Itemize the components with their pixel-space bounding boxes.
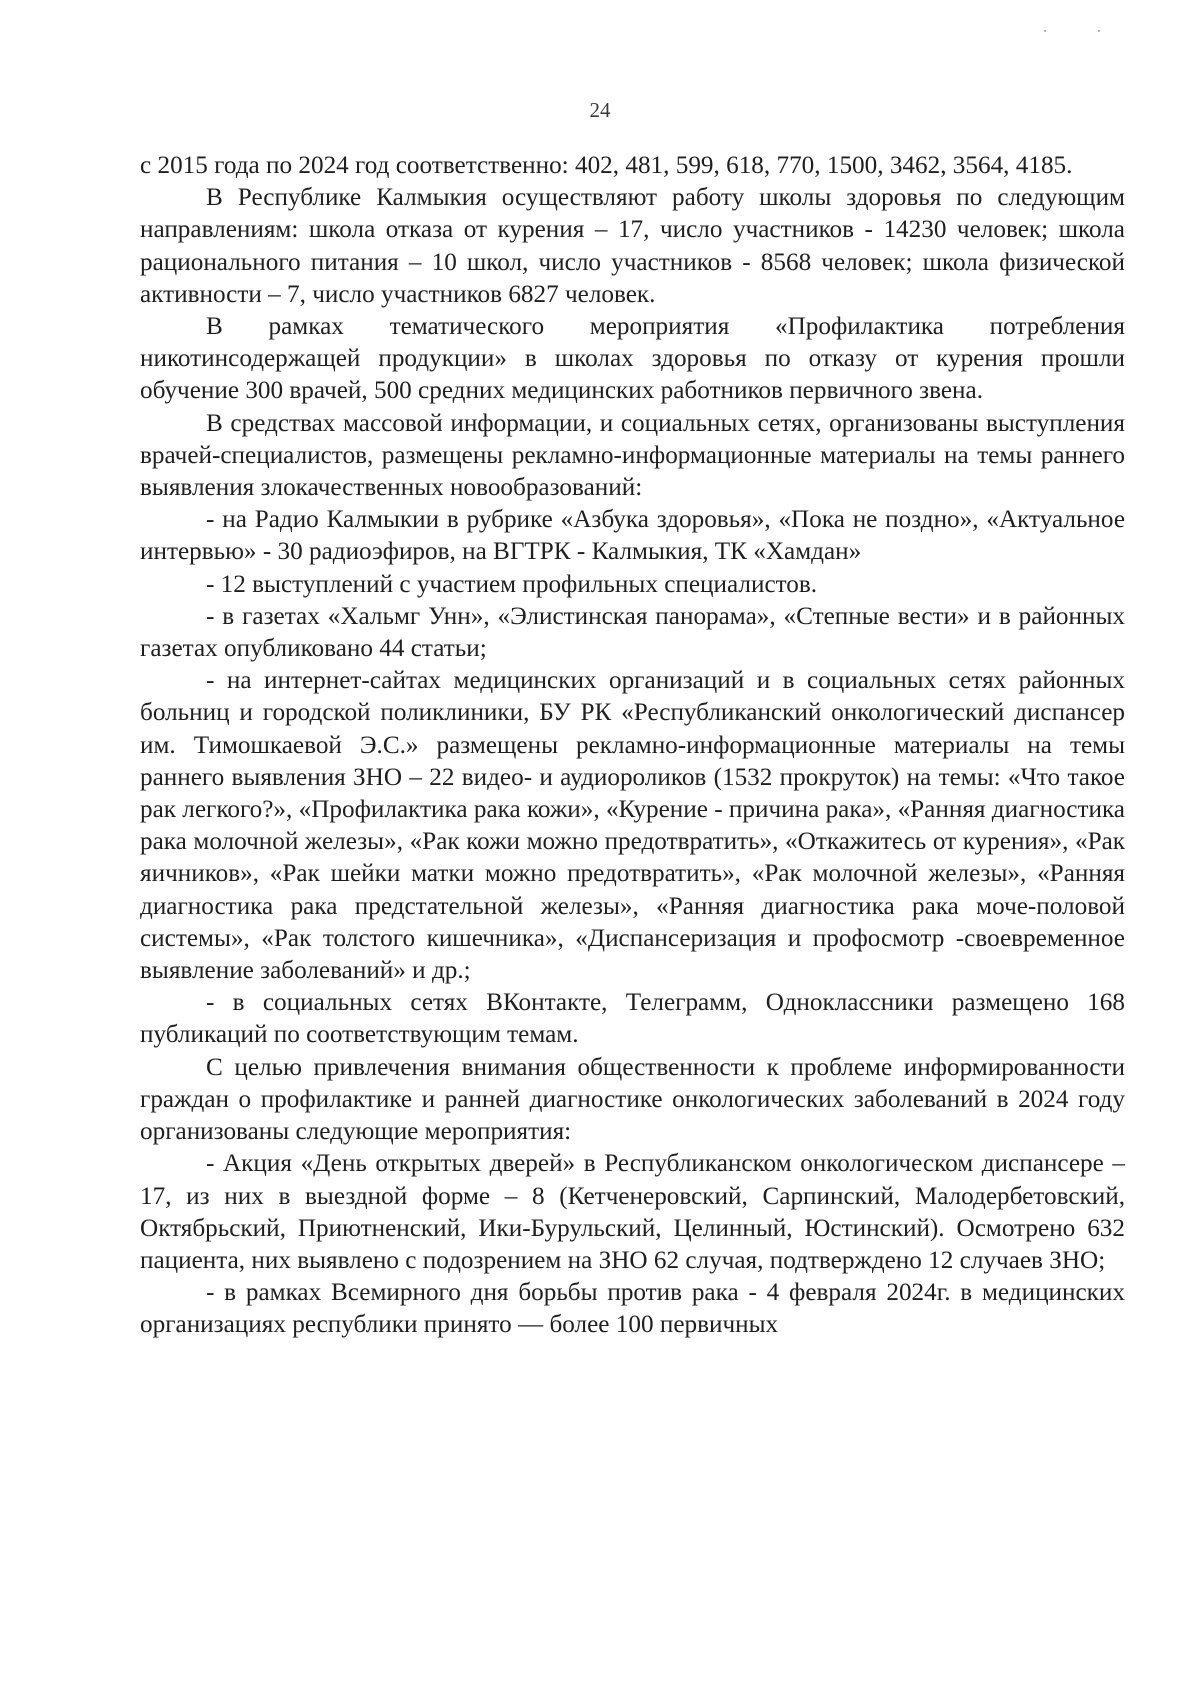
body-text: [140, 150, 1125, 1342]
scan-speck: [1098, 30, 1100, 32]
list-item-social-networks: - в социальных сетях ВКонтакте, Телеграмм, Одноклассники размещено 168 публикаций по соответствующим темам.: [140, 989, 1125, 1049]
paragraph-health-schools: В Республике Калмыкия осуществляют работу школы здоровья по следующим направлениям: школа отказа от курения – 17, число участников - 14230 человек; школа рационального питания – 10 школ, число участников - 8568 человек; школа физической активности – 7, число участников 6827 человек.: [140, 184, 1125, 308]
paragraph-public-awareness: С целью привлечения внимания общественности к проблеме информированности граждан о профилактике и ранней диагностике онкологических заболеваний в 2024 году организованы следующие мероприятия:: [140, 1053, 1125, 1146]
paragraph-screening-counts: с 2015 года по 2024 год соответственно: 402, 481, 599, 618, 770, 1500, 3462, 3564, 4185.: [140, 152, 1073, 179]
page-number: 24: [589, 98, 611, 122]
list-item-tv-appearances: - 12 выступлений с участием профильных специалистов.: [206, 570, 818, 598]
list-item-world-cancer-day: - в рамках Всемирного дня борьбы против рака - 4 февраля 2024г. в медицинских организациях республики принято — более 100 первичных: [140, 1279, 1125, 1339]
list-item-newspapers: - в газетах «Хальмг Унн», «Элистинская панорама», «Степные вести» и в районных газетах опубликовано 44 статьи;: [140, 602, 1125, 663]
paragraph-mass-media: В средствах массовой информации, и социальных сетях, организованы выступления врачей-специалистов, размещены рекламно-информационные материалы на темы раннего выявления злокачественных новообразований:: [140, 409, 1125, 502]
scan-speck: [1044, 30, 1046, 32]
list-item-open-doors: - Акция «День открытых дверей» в Республиканском онкологическом диспансере – 17, из них в выездной форме – 8 (Кетченеровский, Сарпинский, Малодербетовский, Октябрьский, Приютненский, Ики-Бурульский, Целинный, Юстинский). Осмотрено 632 пациента, них выявлено с подозрением на ЗНО 62 случая, подтверждено 12 случаев ЗНО;: [140, 1150, 1125, 1274]
paragraph-nicotine-prevention: В рамках тематического мероприятия «Профилактика потребления никотинсодержащей продукции» в школах здоровья по отказу от курения прошли обучение 300 врачей, 500 средних медицинских работников первичного звена.: [140, 313, 1125, 405]
list-item-radio: - на Радио Калмыкии в рубрике «Азбука здоровья», «Пока не поздно», «Актуальное интервью» - 30 радиоэфиров, на ВГТРК - Калмыкия, ТК «Хамдан»: [140, 506, 1125, 566]
list-item-websites: - на интернет-сайтах медицинских организаций и в социальных сетях районных больниц и городской поликлиники, БУ РК «Республиканский онкологический диспансер им. Тимошкаевой Э.С.» размещены рекламно-информационные материалы на темы раннего выявления ЗНО – 22 видео- и аудиороликов (1532 прокруток) на темы: «Что такое рак легкого?», «Профилактика рака кожи», «Курение - причина рака», «Ранняя диагностика рака молочной железы», «Рак кожи можно предотвратить», «Откажитесь от курения», «Рак яичников», «Рак шейки матки можно предотвратить», «Рак молочной железы», «Ранняя диагностика рака предстательной железы», «Ранняя диагностика рака моче-половой системы», «Рак толстого кишечника», «Диспансеризация и профосмотр -своевременное выявление заболеваний» и др.;: [140, 667, 1125, 985]
